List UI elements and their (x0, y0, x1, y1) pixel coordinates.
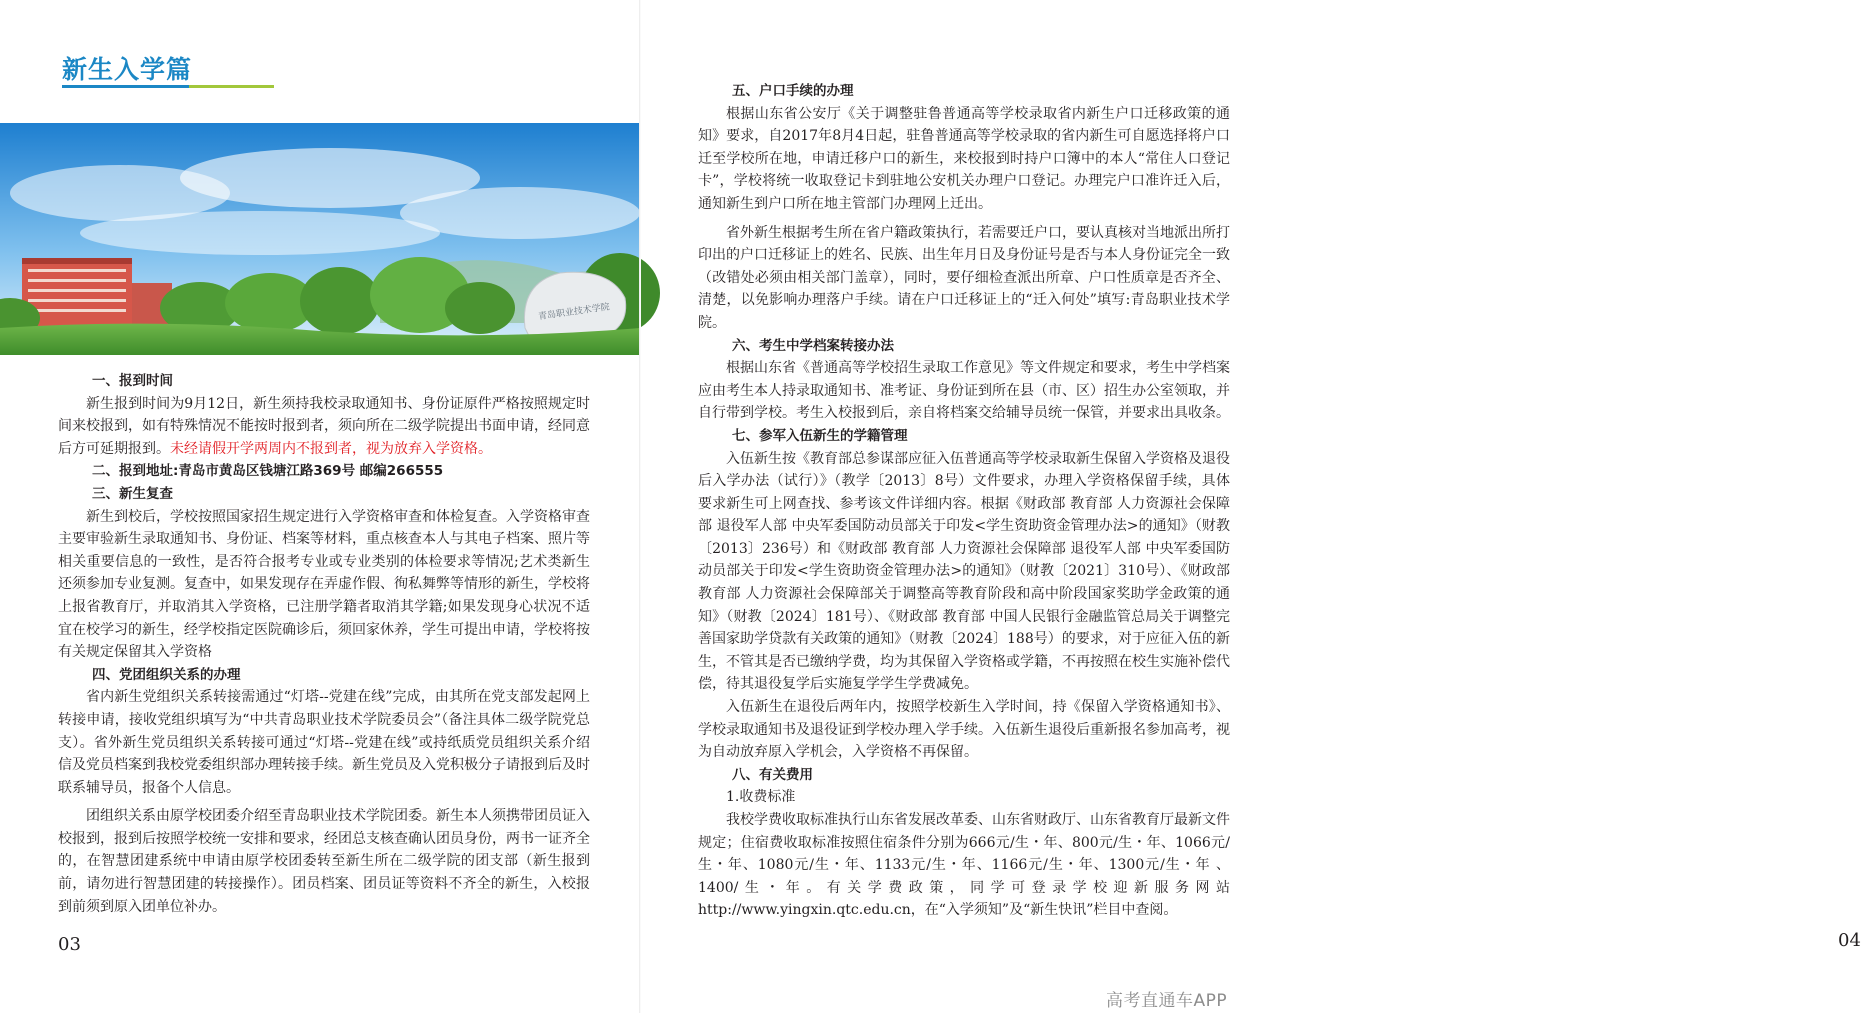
paragraph: 我校学费收取标准执行山东省发展改革委、山东省财政厅、山东省教育厅最新文件规定；住宿费收取标准按照住宿条件分别为666元/生・年、800元/生・年、1066元/生・年、1080元/生・年、1133元/生・年、1166元/生・年、1300元/生・年 、1400/生・年。有关学费政策，同学可登录学校迎新服务网站http://www.yingxin.qtc.edu.cn，在“入学须知”及“新生快讯”栏目中查阅。 (698, 812, 1230, 919)
left-body-text (58, 370, 590, 918)
section-heading: 六、考生中学档案转接办法 (732, 337, 894, 354)
paragraph: 省外新生根据考生所在省户籍政策执行，若需要迁户口，要认真核对当地派出所打印出的户口迁移证上的姓名、民族、出生年月日及身份证号是否与本人身份证完全一致（改错处必须由相关部门盖章），同时，要仔细检查派出所章、户口性质章是否齐全、清楚，以免影响办理落户手续。请在户口迁移证上的“迁入何处”填写:青岛职业技术学院。 (698, 224, 1230, 331)
section-heading: 八、有关费用 (732, 766, 813, 783)
section-heading: 一、报到时间 (92, 373, 173, 389)
right-body-text (698, 80, 1230, 922)
paragraph: 新生报到时间为9月12日，新生须持我校录取通知书、身份证原件严格按照规定时间来校报到，如有特殊情况不能按时报到者，须向所在二级学院提出书面申请，经同意后方可延期报到。未经请假开学两周内不报到者，视为放弃入学资格。 (58, 395, 590, 457)
paragraph: 根据山东省公安厅《关于调整驻鲁普通高等学校录取省内新生户口迁移政策的通知》要求，自2017年8月4日起，驻鲁普通高等学校录取的省内新生可自愿选择将户口迁至学校所在地，申请迁移户口的新生，来校报到时持户口簿中的本人“常住人口登记卡”，学校将统一收取登记卡到驻地公安机关办理户口登记。办理完户口准许迁入后，通知新生到户口所在地主管部门办理网上迁出。 (698, 105, 1230, 212)
section-heading: 四、党团组织关系的办理 (92, 666, 241, 683)
red-highlight-text: 未经请假开学两周内不报到者，视为放弃入学资格。 (170, 440, 492, 457)
app-watermark: 高考直通车APP (1106, 991, 1228, 1011)
stone-inscription: 青岛职业技术学院 (537, 302, 611, 323)
page-number: 03 (58, 934, 81, 955)
page-header-title: 新生入学篇 (62, 55, 193, 84)
section-heading: 七、参军入伍新生的学籍管理 (732, 427, 908, 444)
paragraph: 入伍新生按《教育部总参谋部应征入伍普通高等学校录取新生保留入学资格及退役后入学办法（试行）》（教学〔2013〕8号）文件要求，办理入学资格保留手续，具体要求新生可上网查找、参考该文件详细内容。根据《财政部 教育部 人力资源社会保障部 退役军人部 中央军委国防动员部关于印发<学生资助资金管理办法>的通知》（财教〔2013〕236号）和《财政部 教育部 人力资源社会保障部 退役军人部 中央军委国防动员部关于印发<学生资助资金管理办法>的通知》（财教〔2021〕310号）、《财政部 教育部 人力资源社会保障部关于调整高等教育阶段和高中阶段国家奖助学金政策的通知》（财教〔2024〕181号）、《财政部 教育部 中国人民银行金融监管总局关于调整完善国家助学贷款有关政策的通知》（财教〔2024〕188号）的要求，对于应征入伍的新生，不管其是否已缴纳学费，均为其保留入学资格或学籍，不再按照在校生实施补偿代偿，待其退役复学后实施复学学生学费减免。 (698, 450, 1230, 693)
paragraph: 入伍新生在退役后两年内，按照学校新生入学时间，持《保留入学资格通知书》、学校录取通知书及退役证到学校办理入学手续。入伍新生退役后重新报名参加高考，视为自动放弃原入学机会，入学资格不再保留。 (698, 699, 1230, 761)
paragraph: 团组织关系由原学校团委介绍至青岛职业技术学院团委。新生本人须携带团员证入校报到，报到后按照学校统一安排和要求，经团总支核查确认团员身份，两书一证齐全的，在智慧团建系统中申请由原学校团委转至新生所在二级学院的团支部（新生报到前，请勿进行智慧团建的转接操作）。团员档案、团员证等资料不齐全的新生，入校报到前须到原入团单位补办。 (58, 808, 590, 915)
paragraph: 新生到校后，学校按照国家招生规定进行入学资格审查和体检复查。入学资格审查主要审验新生录取通知书、身份证、档案等材料，重点核查本人与其电子档案、照片等相关重要信息的一致性，是否符合报考专业或专业类别的体检要求等情况;艺术类新生还须参加专业复测。复查中，如果发现存在弄虚作假、徇私舞弊等情形的新生，学校将上报省教育厅，并取消其入学资格，已注册学籍者取消其学籍;如果发现身心状况不适宜在校学习的新生，经学校指定医院确诊后，须回家休养，学生可提出申请，学校将按有关规定保留其入学资格 (58, 508, 590, 661)
paragraph: 根据山东省《普通高等学校招生录取工作意见》等文件规定和要求，考生中学档案应由考生本人持录取通知书、准考证、身份证到所在县（市、区）招生办公室领取，并自行带到学校。考生入校报到后，亲自将档案交给辅导员统一保管，并要求出具收条。 (698, 360, 1230, 422)
paragraph: 1.收费标准 (726, 789, 796, 806)
section-heading: 三、新生复查 (92, 485, 173, 502)
page-number: 04 (1838, 930, 1861, 951)
section-heading: 二、报到地址:青岛市黄岛区钱塘江路369号 邮编266555 (92, 463, 444, 480)
left-page (0, 0, 640, 1013)
section-heading: 五、户口手续的办理 (732, 83, 854, 99)
campus-banner-image (0, 123, 640, 355)
paragraph: 省内新生党组织关系转接需通过“灯塔--党建在线”完成，由其所在党支部发起网上转接申请，接收党组织填写为“中共青岛职业技术学院委员会”（备注具体二级学院党总支）。省外新生党员组织关系转接可通过“灯塔--党建在线”或持纸质党员组织关系介绍信及党员档案到我校党委组织部办理转接手续。新生党员及入党积极分子请报到后及时联系辅导员，报备个人信息。 (58, 689, 590, 796)
header-rule (62, 85, 274, 88)
